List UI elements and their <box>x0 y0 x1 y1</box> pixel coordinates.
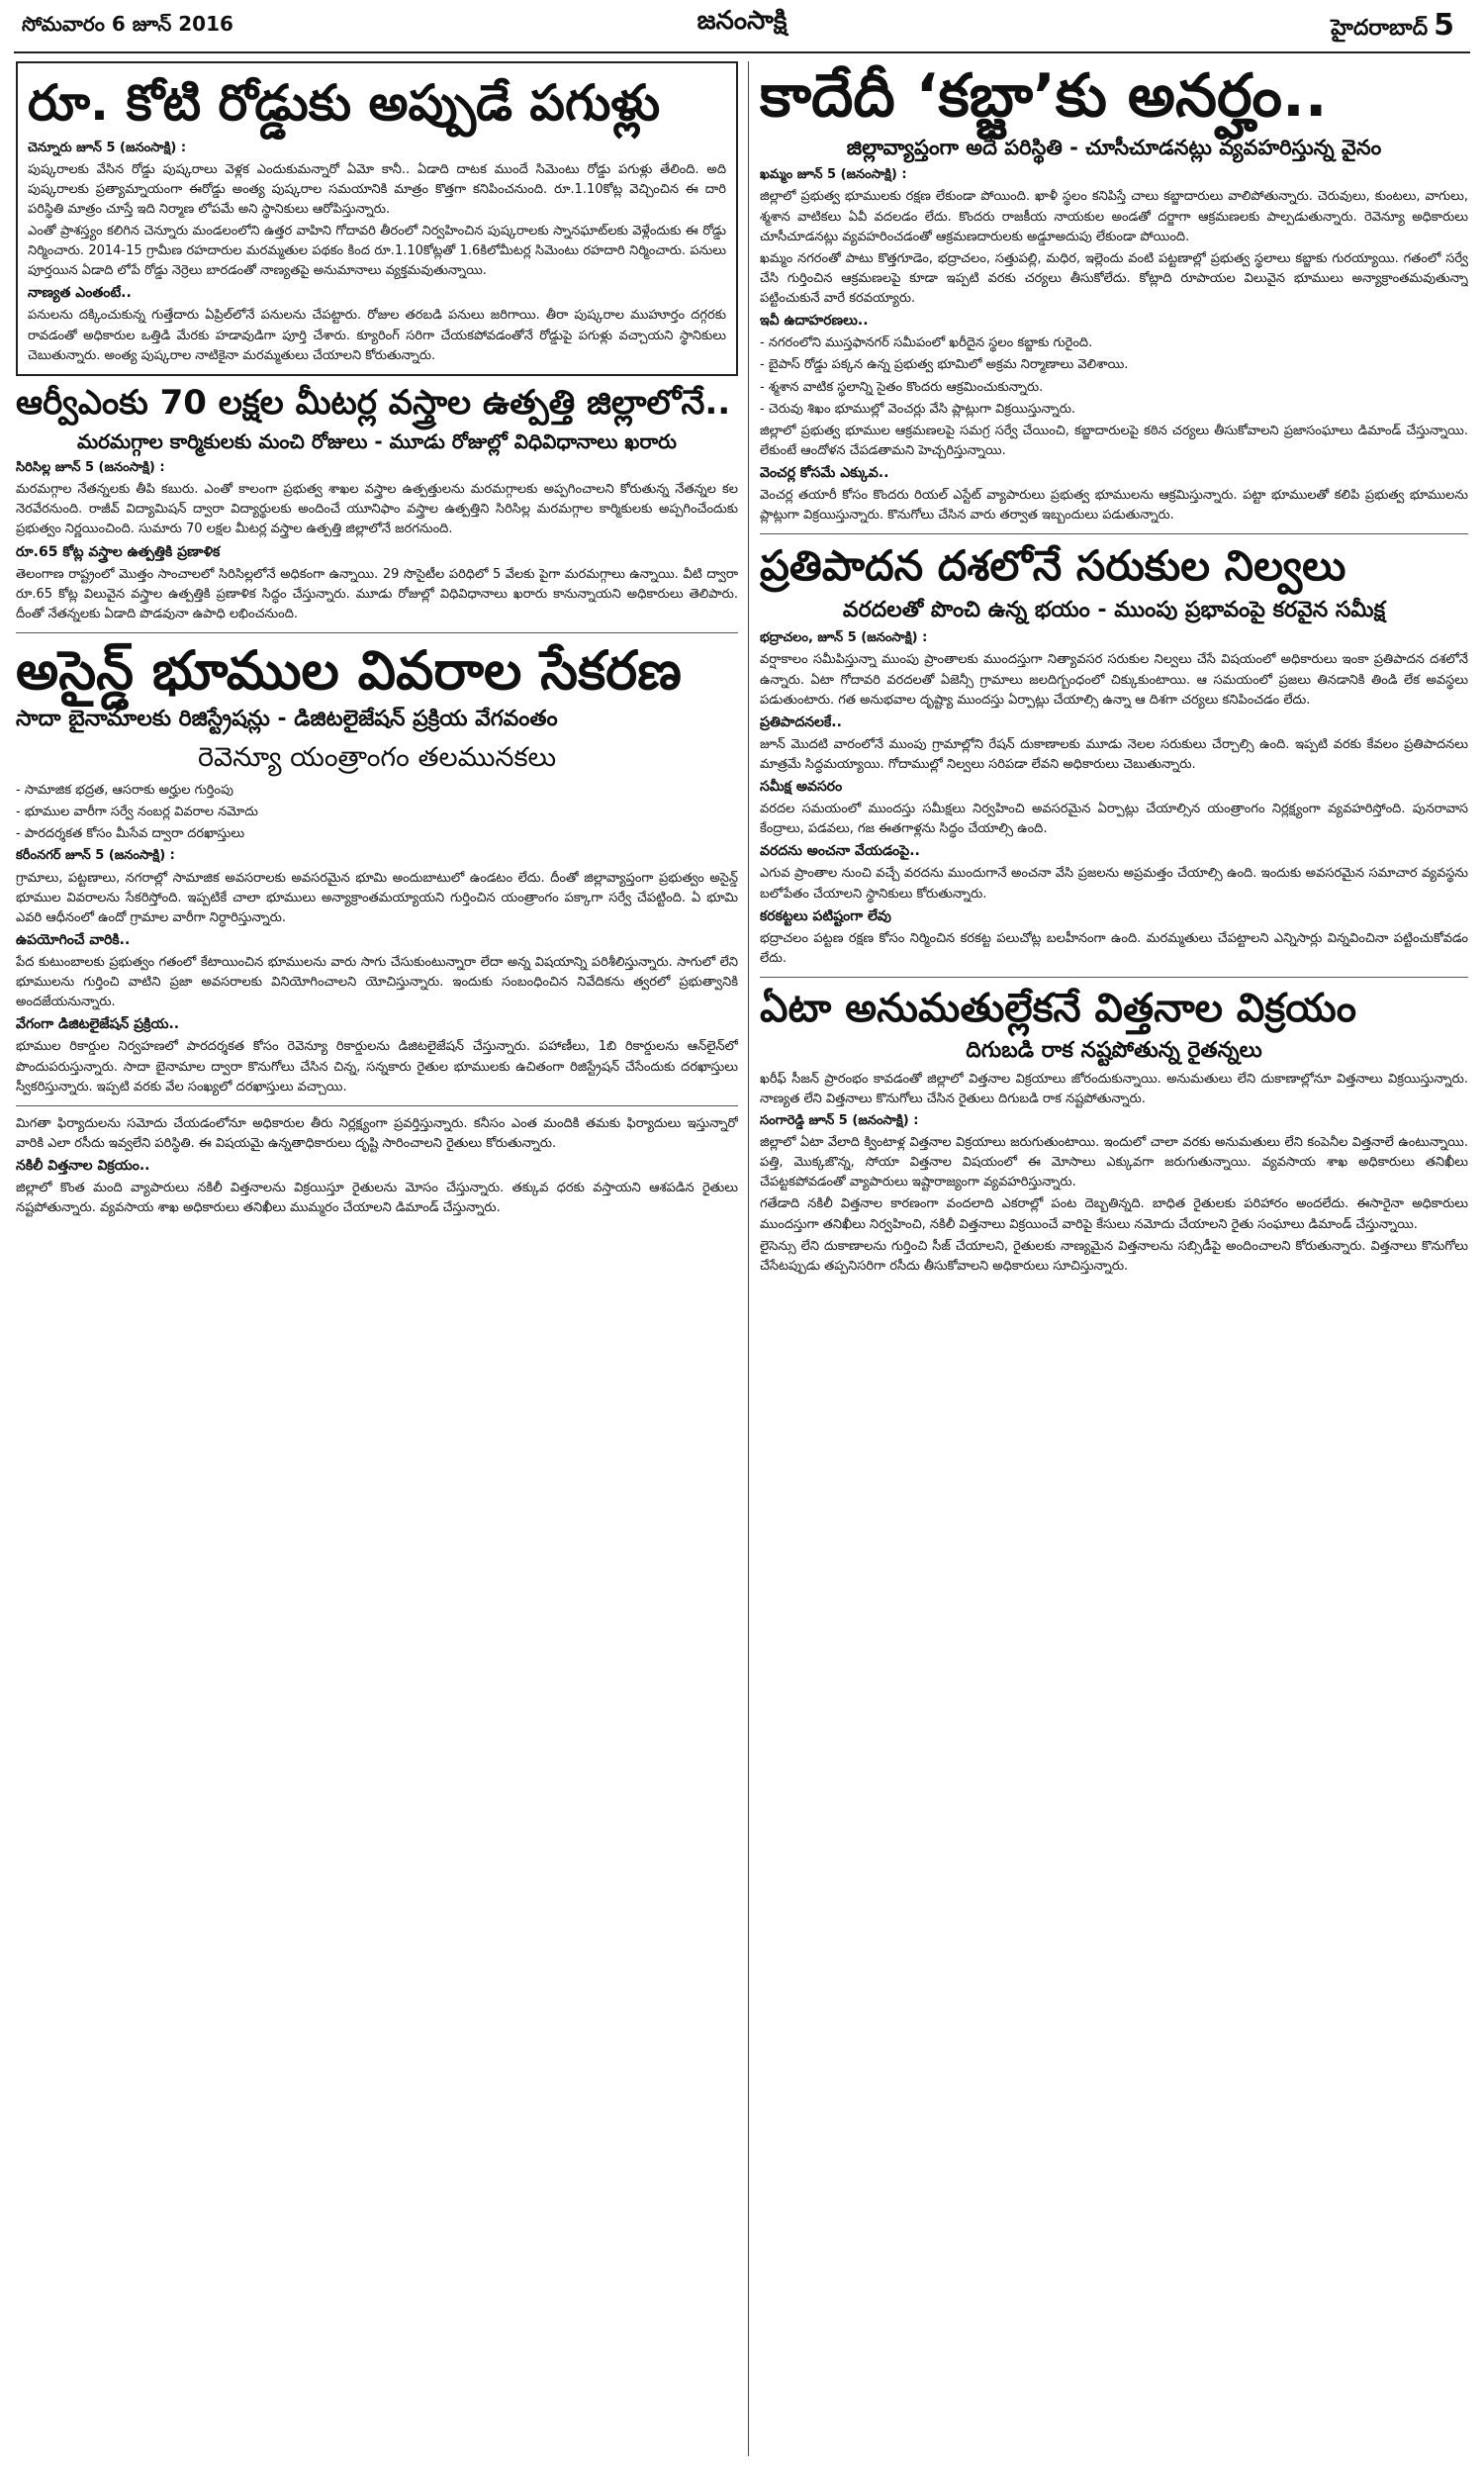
kabja-bullet: - నగరంలోని ముస్తఫానగర్ సమీపంలో ఖరీదైన స్థలం కబ్జాకు గురైంది. <box>760 335 1093 351</box>
storage-paragraph: ఎగువ ప్రాంతాల నుంచి వచ్చే వరదను ముందుగానే అంచనా వేసి ప్రజలను అప్రమత్తం చేయాల్సి ఉంది. ఇందుకు అవసరమైన సమాచార వ్యవస్థను బలోపేతం చేయాలని స్థానికులు కోరుతున్నారు. <box>760 866 1468 902</box>
roads-headline: రూ. కోటి రోడ్డుకు అప్పుడే పగుళ్లు <box>28 74 661 132</box>
seeds-paragraph: లైసెన్సు లేని దుకాణాలను గుర్తించి సీజ్ చేయాలని, రైతులకు నాణ్యమైన విత్తనాలను సబ్సిడీపై అందించాలని కోరుతున్నారు. విత్తనాలు కొనుగోలు చేసేటప్పుడు తప్పనిసరిగా రసీదు తీసుకోవాలని అధికారులు సూచిస్తున్నారు. <box>760 1238 1468 1274</box>
roads-paragraph: పుష్కరాలకు వేసిన రోడ్డు పుష్కరాలు వెళ్లక ఎందుకుమన్నారో ఏమో కానీ.. ఏడాది దాటక ముందే సిమెంటు రోడ్డు పగుళ్లు తేలింది. అది పుష్కరాలకు ప్రత్యామ్నాయంగా ఈరోడ్డు అంత్య పుష్కరాల సమయానికి మాత్రం కొత్తగా కనిపించనుంది. రూ.1.10కోట్ల వెచ్చించిన ఈ దారి పరిస్థితి మాత్రం చూస్తే ఇది నిర్మాణ లోపమే అని స్థానికులు ఆరోపిస్తున్నారు. <box>28 161 726 217</box>
lands-paragraph: జిల్లాలో కొంత మంది వ్యాపారులు నకిలీ విత్తనాలను విక్రయిస్తూ రైతులను మోసం చేస్తున్నారు. తక్కువ ధరకు వస్తాయని ఆశపడిన రైతులు నష్టపోతున్నారు. వ్యవసాయ శాఖ అధికారులు తనిఖీలు ముమ్మరం చేయాలని డిమాండ్ చేస్తున్నారు. <box>16 1181 738 1216</box>
seeds-subhead: దిగుబడి రాక నష్టపోతున్న రైతన్నలు <box>966 1037 1262 1063</box>
textiles-paragraph: మరమగ్గాల నేతన్నలకు తీపి కబురు. ఎంతో కాలంగా ప్రభుత్వ శాఖల వస్త్రాల ఉత్పత్తులను మరమగ్గాలకు అప్పగించాలని కోరుతున్న నేతన్నల కల నెరవేరనుంది. రాజీవ్ విద్యామిషన్ ద్వారా విద్యార్థులకు అందించే యూనిఫాం వస్త్రాల ఉత్పత్తిని సిరిసిల్ల మరమగ్గాల కార్మికులకు అప్పగించేందుకు ప్రభుత్వం నిర్ణయించింది. సుమారు 70 లక్షల మీటర్ల వస్త్రాల ఉత్పత్తి జిల్లాలోనే జరగనుంది. <box>16 482 738 537</box>
lands-bullet: - భూముల వారీగా సర్వే నంబర్ల వివరాల నమోదు <box>16 805 258 820</box>
right-column <box>760 61 1468 2456</box>
storage-subhead: వరదలతో పొంచి ఉన్న భయం - ముంపు ప్రభావంపై కరవైన సమీక్ష <box>842 597 1386 622</box>
textiles-dateline: సిరిసిల్ల జూన్ 5 (జనంసాక్షి) : <box>16 460 165 475</box>
storage-subhead-3: సమీక్ష అవసరం <box>760 779 843 796</box>
divider <box>760 977 1468 978</box>
kabja-subhead-2: ఇవీ ఉదాహరణలు.. <box>760 313 869 330</box>
header-rule <box>14 51 1470 53</box>
seeds-paragraph: గతేడాది నకిలీ విత్తనాల కారణంగా వందలాది ఎకరాల్లో పంట దెబ్బతిన్నది. బాధిత రైతులకు పరిహారం అందలేదు. ఈసారైనా అధికారులు ముందస్తుగా తనిఖీలు నిర్వహించి, నకిలీ విత్తనాలు విక్రయించే వారిపై కేసులు నమోదు చేయాలని రైతు సంఘాలు డిమాండ్ చేస్తున్నాయి. <box>760 1196 1468 1232</box>
city-name: హైదరాబాద్ <box>1331 16 1429 41</box>
page-header <box>0 0 1484 59</box>
storage-subhead-5: కరకట్టలు పటిష్టంగా లేవు <box>760 907 891 924</box>
article-textiles <box>16 384 738 624</box>
kabja-paragraph: జిల్లాలో ప్రభుత్వ భూముల ఆక్రమణలపై సమగ్ర సర్వే చేయించి, కబ్జాదారులపై కఠిన చర్యలు తీసుకోవాలని ప్రజాసంఘాలు డిమాండ్ చేస్తున్నాయి. లేకుంటే ఆందోళన చేపడతామని హెచ్చరిస్తున్నాయి. <box>760 423 1468 458</box>
roads-paragraph: ఎంతో ప్రాశస్త్యం కలిగిన చెన్నూరు మండలంలోని ఉత్తర వాహిని గోదావరి తీరంలో నిర్వహించిన పుష్కరాలకు స్నానఘాట్‌లకు వెళ్లేందుకు ఈ రోడ్డు నిర్మించారు. 2014-15 గ్రామీణ రహదారుల మరమ్మతుల పథకం కింద రూ.1.10కోట్లతో 1.6కిలోమీటర్ల సిమెంటు రహదారి నిర్మించారు. పనులు పూర్తయిన ఏడాది లోపే రోడ్డు నెర్రెలు బారడంతో నాణ్యతపై అనుమానాలు వ్యక్తమవుతున్నాయి. <box>28 224 726 279</box>
seeds-paragraph: జిల్లాలో ఏటా వేలాది క్వింటాళ్ల విత్తనాల విక్రయాలు జరుగుతుంటాయి. ఇందులో చాలా వరకు అనుమతులు లేని కంపెనీల విత్తనాలే ఉంటున్నాయి. పత్తి, మొక్కజొన్న, సోయా విత్తనాల విషయంలో ఈ మోసాలు ఎక్కువగా జరుగుతున్నాయి. వ్యవసాయ శాఖ అధికారులు తనిఖీలు చేపట్టకపోవడంతో వ్యాపారులు ఇష్టారాజ్యంగా వ్యవహరిస్తున్నారు. <box>760 1135 1468 1190</box>
textiles-headline: ఆర్వీఎంకు 70 లక్షల మీటర్ల వస్త్రాల ఉత్పత్తి జిల్లాలోనే.. <box>16 382 731 423</box>
lands-subhead-4: నకిలీ విత్తనాల విక్రయం.. <box>16 1158 150 1175</box>
storage-paragraph: వరదల సమయంలో ముందస్తు సమీక్షలు నిర్వహించి అవసరమైన ఏర్పాట్లు చేయాల్సిన యంత్రాంగం నిర్లక్ష్యంగా వ్యవహరిస్తోంది. పునరావాస కేంద్రాలు, పడవలు, గజ ఈతగాళ్లను సిద్ధం చేయాల్సి ఉంది. <box>760 802 1468 837</box>
kabja-bullet: - బైపాస్ రోడ్డు పక్కన ఉన్న ప్రభుత్వ భూమిలో అక్రమ నిర్మాణాలు వెలిశాయి. <box>760 357 1129 373</box>
kabja-paragraph: జిల్లాలో ప్రభుత్వ భూములకు రక్షణ లేకుండా పోయింది. ఖాళీ స్థలం కనిపిస్తే చాలు కబ్జాదారులు వాలిపోతున్నారు. చెరువులు, కుంటలు, వాగులు, శ్మశాన వాటికలు ఏవీ వదలడం లేదు. కొందరు రాజకీయ నాయకుల అండతో దర్జాగా ఆక్రమణలకు పాల్పడుతున్నారు. రెవెన్యూ అధికారులు చూసీచూడనట్లు వ్యవహరించడంతో ఆక్రమణదారులకు అడ్డూఅదుపు లేకుండా పోయింది. <box>760 189 1468 244</box>
article-kabja <box>760 63 1468 525</box>
kabja-paragraph: ఖమ్మం నగరంతో పాటు కొత్తగూడెం, భద్రాచలం, సత్తుపల్లి, మధిర, ఇల్లెందు వంటి పట్టణాల్లో ప్రభుత్వ స్థలాలు కబ్జాకు గురయ్యాయి. గతంలో సర్వే చేసి గుర్తించిన ఆక్రమణలపై కూడా ఇప్పటి వరకు చర్యలు తీసుకోలేదు. కోట్లాది రూపాయల విలువైన భూములు అన్యాక్రాంతమవుతున్నా పట్టించుకునే వారే కరవయ్యారు. <box>760 250 1468 307</box>
lands-bullet: - పారదర్శకత కోసం మీసేవ ద్వారా దరఖాస్తులు <box>16 826 245 842</box>
storage-subhead-2: ప్రతిపాదనలకే.. <box>760 714 842 730</box>
seeds-dateline: సంగారెడ్డి జూన్ 5 (జనంసాక్షి) : <box>760 1112 919 1128</box>
kabja-subhead-3: వెంచర్ల కోసమే ఎక్కువ.. <box>760 465 889 482</box>
storage-dateline: భద్రాచలం, జూన్ 5 (జనంసాక్షి) : <box>760 630 928 646</box>
lands-deck: రెవెన్యూ యంత్రాంగం తలమునకలు <box>197 741 557 773</box>
kabja-dateline: ఖమ్మం జూన్ 5 (జనంసాక్షి) : <box>760 167 907 183</box>
lands-paragraph: గ్రామాలు, పట్టణాలు, నగరాల్లో సామాజిక అవసరాలకు అవసరమైన భూమి అందుబాటులో ఉండటం లేదు. దీంతో జిల్లావ్యాప్తంగా ప్రభుత్వం అసైన్డ్ భూముల వివరాలను సేకరిస్తోంది. ఇప్పటికే చాలా భూములు అన్యాక్రాంతమయ్యాయని గుర్తించిన యంత్రాంగం పక్కాగా సర్వే చేపట్టింది. ఏ భూమి ఎవరి ఆధీనంలో ఉందో గ్రామాల వారీగా నిర్ధారిస్తున్నారు. <box>16 870 738 925</box>
divider <box>16 632 738 633</box>
textiles-subhead: మరమగ్గాల కార్మికులకు మంచి రోజులు - మూడు రోజుల్లో విధివిధానాలు ఖరారు <box>77 429 677 453</box>
seeds-headline: ఏటా అనుమతుల్లేకనే విత్తనాల విక్రయం <box>760 985 1356 1031</box>
storage-subhead-4: వరదను అంచనా వేయడంపై.. <box>760 843 920 860</box>
kabja-bullet: - శ్మశాన వాటిక స్థలాన్ని సైతం కొందరు ఆక్రమించుకున్నారు. <box>760 379 1044 395</box>
lands-paragraph: మిగతా ఫిర్యాదులను సమోదు చేయడంలోనూ అధికారుల తీరు నిర్లక్ష్యంగా ప్రవర్తిస్తున్నారు. కనీసం ఎంత మందికి తమకు ఫిర్యాదులు ఇస్తున్నారో వారికి ఎలా రసీదు ఇవ్వలేని పరిస్థితి. ఈ విషయమై ఉన్నతాధికారులు దృష్టి సారించాలని రైతులు కోరుతున్నారు. <box>16 1115 738 1152</box>
roads-subhead: నాణ్యత ఎంతంటే.. <box>28 285 132 302</box>
lands-subhead-3: వేగంగా డిజిటలైజేషన్ ప్రక్రియ.. <box>16 1016 180 1033</box>
storage-headline: ప్రతిపాదన దశలోనే సరుకుల నిల్వలు <box>760 541 1346 591</box>
masthead-logo: జనంసాక్షి <box>696 6 788 36</box>
textiles-paragraph: తెలంగాణ రాష్ట్రంలో మొత్తం సాంచాలలో సిరిసిల్లలోనే అధికంగా ఉన్నాయి. 29 సొసైటీల పరిధిలో 5 వేలకు పైగా మరమగ్గాలు ఉన్నాయి. వీటి ద్వారా రూ.65 కోట్ల విలువైన వస్త్రాల ఉత్పత్తికి ప్రణాళిక సిద్ధం చేస్తున్నారు. మూడు రోజుల్లో విధివిధానాలు ఖరారు కానున్నాయని అధికారులు తెలిపారు. దీంతో నేతన్నలకు ఏడాది పొడవునా ఉపాధి లభించనుంది. <box>16 566 738 621</box>
storage-paragraph: భద్రాచలం పట్టణ రక్షణ కోసం నిర్మించిన కరకట్ట పలుచోట్ల బలహీనంగా ఉంది. మరమ్మతులు చేపట్టాలని ఎన్నిసార్లు విన్నవించినా పట్టించుకోవడం లేదు. <box>760 930 1468 966</box>
lands-dateline: కరీంనగర్ జూన్ 5 (జనంసాక్షి) : <box>16 848 175 864</box>
edition-city <box>1331 8 1454 46</box>
article-roads <box>16 61 738 376</box>
lands-subhead-2: ఉపయోగించే వారికి.. <box>16 932 131 949</box>
seeds-paragraph: ఖరీఫ్ సీజన్ ప్రారంభం కావడంతో జిల్లాలో విత్తనాల విక్రయాలు జోరందుకున్నాయి. అనుమతులు లేని దుకాణాల్లోనూ విత్తనాలు విక్రయిస్తున్నారు. నాణ్యత లేని విత్తనాలు కొనుగోలు చేసిన రైతులు దిగుబడి రాక నష్టపోతున్నారు. <box>760 1071 1468 1106</box>
article-seeds <box>760 986 1468 1277</box>
storage-paragraph: జూన్ మొదటి వారంలోనే ముంపు గ్రామాల్లోని రేషన్ దుకాణాలకు మూడు నెలల సరుకులు చేర్చాల్సి ఉంది. ఇప్పటి వరకు కేవలం ప్రతిపాదనలు మాత్రమే సిద్ధమయ్యాయి. గోదాముల్లో నిల్వలు సరిపడా లేవని అధికారులు చెబుతున్నారు. <box>760 736 1468 772</box>
lands-bullet: - సామాజిక భద్రత, ఆసరాకు అర్హుల గుర్తింపు <box>16 783 233 799</box>
divider <box>760 533 1468 534</box>
issue-date: సోమవారం 6 జూన్ 2016 <box>22 12 233 36</box>
divider <box>16 1105 738 1106</box>
lands-headline: అసైన్డ్ భూముల వివరాల సేకరణ <box>16 638 682 702</box>
roads-paragraph: పనులను దక్కించుకున్న గుత్తేదారు ఏప్రిల్‌లోనే పనులను చేపట్టారు. రోజుల తరబడి పనులు జరిగాయి. తీరా పుష్కరాల ముహూర్తం దగ్గరకు రావడంతో అధికారుల ఒత్తిడి మేరకు హడావుడిగా పూర్తి చేశారు. క్యూరింగ్ సరిగా చేయకపోవడంతోనే రోడ్డుపై పగుళ్లు వచ్చాయని స్థానికులు చెబుతున్నారు. అంత్య పుష్కరాల నాటికైనా మరమ్మతులు చేయాలని కోరుతున్నారు. <box>28 308 726 363</box>
lands-paragraph: భూముల రికార్డుల నిర్వహణలో పారదర్శకత కోసం రెవెన్యూ రికార్డులను డిజిటలైజేషన్ చేస్తున్నారు. పహాణీలు, 1బి రికార్డులను ఆన్‌లైన్‌లో పొందుపరుస్తున్నారు. సాదా బైనామాల ద్వారా కొనుగోలు చేసిన చిన్న, సన్నకారు రైతుల భూములకు ఉచితంగా రిజిస్ట్రేషన్ చేసేందుకు దరఖాస్తులు స్వీకరిస్తున్నారు. ఇప్పటి వరకు వేల సంఖ్యలో దరఖాస్తులు వచ్చాయి. <box>16 1039 738 1094</box>
article-assigned-lands <box>16 638 738 1218</box>
lands-paragraph: పేద కుటుంబాలకు ప్రభుత్వం గతంలో కేటాయించిన భూములను వారు సాగు చేసుకుంటున్నారా లేదా అన్న విషయాన్ని పరిశీలిస్తున్నారు. సాగులో లేని భూములను గుర్తించి వాటిని ప్రజా అవసరాలకు వినియోగించాలని యోచిస్తున్నారు. ఇందుకు సంబంధించిన నివేదికను త్వరలో ప్రభుత్వానికి అందజేయనున్నారు. <box>16 955 738 1010</box>
storage-paragraph: వర్షాకాలం సమీపిస్తున్నా ముంపు ప్రాంతాలకు ముందస్తుగా నిత్యావసర సరుకుల నిల్వలు చేసే విషయంలో అధికారులు ఇంకా ప్రతిపాదన దశలోనే ఉన్నారు. ఏటా గోదావరి వరదలతో ఏజెన్సీ గ్రామాలు జలదిగ్బంధంలో చిక్కుకుంటాయి. ఆ సమయంలో ప్రజలు తినడానికి తిండి లేక అవస్థలు పడుతుంటారు. గత అనుభవాల దృష్ట్యా ముందస్తు ఏర్పాట్లు చేయాల్సి ఉన్నా ఆ దిశగా చర్యలు కనిపించడం లేదు. <box>760 652 1468 708</box>
textiles-subhead-2: రూ.65 కోట్ల వస్త్రాల ఉత్పత్తికి ప్రణాళిక <box>16 543 221 560</box>
roads-dateline: చెన్నూరు జూన్ 5 (జనంసాక్షి) : <box>28 140 187 155</box>
page-number: 5 <box>1434 8 1454 43</box>
article-storage <box>760 542 1468 969</box>
lands-subhead: సాదా బైనామాలకు రిజిస్ట్రేషన్లు - డిజిటలైజేషన్ ప్రక్రియ వేగవంతం <box>16 707 558 732</box>
column-separator <box>748 61 749 2456</box>
kabja-subhead: జిల్లావ్యాప్తంగా అదే పరిస్థితి - చూసీచూడనట్లు వ్యవహరిస్తున్న వైనం <box>846 136 1382 159</box>
left-column <box>16 61 738 2456</box>
kabja-headline: కాదేదీ ‘కబ్జా’కు అనర్హం.. <box>760 61 1328 131</box>
kabja-paragraph: వెంచర్ల తయారీ కోసం కొందరు రియల్ ఎస్టేట్ వ్యాపారులు ప్రభుత్వ భూములను ఆక్రమిస్తున్నారు. పట్టా భూములతో కలిపి ప్రభుత్వ భూములను ప్లాట్లుగా విక్రయిస్తున్నారు. కొనుగోలు చేసిన వారు తర్వాత ఇబ్బందులు పడుతున్నారు. <box>760 488 1468 523</box>
kabja-bullet: - చెరువు శిఖం భూముల్లో వెంచర్లు వేసి ప్లాట్లుగా విక్రయిస్తున్నారు. <box>760 401 1076 417</box>
